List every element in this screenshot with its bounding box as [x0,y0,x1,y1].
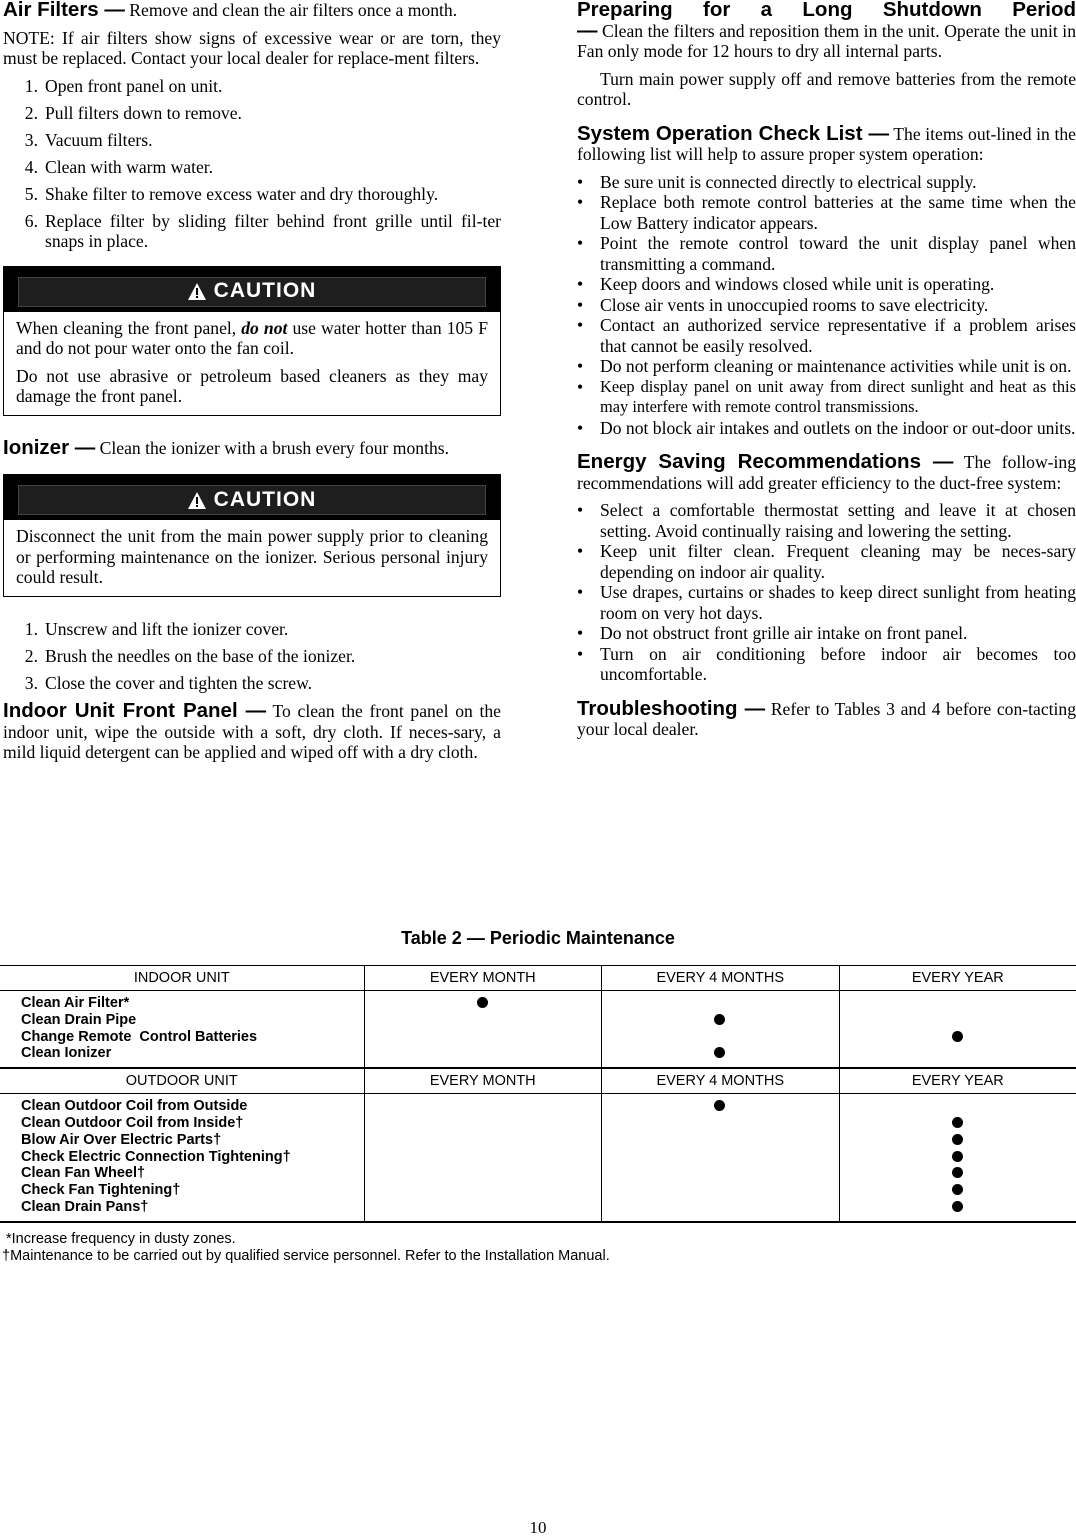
table-row [0,1094,1076,1222]
list-item: 3. Close the cover and tighten the screw. [24,672,313,693]
outdoor-col-month [364,1094,601,1222]
task-label: Clean Outdoor Coil from Outside [21,1098,248,1115]
checklist-paragraph [577,121,1076,165]
caution-label: CAUTION [18,277,486,307]
list-item: 3. Vacuum filters. [24,129,153,150]
task-label: Change Remote Control Batteries [21,1028,258,1045]
task-label: Blow Air Over Electric Parts† [21,1131,222,1148]
caution-label: CAUTION [18,485,486,515]
table-row [0,991,1076,1069]
schedule-dot [952,1184,963,1195]
right-column [577,0,1076,747]
air-filters-note: NOTE: If air filters show signs of excessive wear or are torn, they must be replaced. Contact your local dealer for replace-ment filters. [3,27,501,68]
list-item: • Do not perform cleaning or maintenance activities while unit is on. [577,356,1072,376]
shutdown-paragraph [577,0,1076,62]
schedule-dot [714,1014,725,1025]
indoor-items [1,992,363,1066]
left-column [3,0,501,770]
front-panel-paragraph [3,701,501,763]
schedule-dot [952,1134,963,1145]
ionizer-intro: Clean the ionizer with a brush every four months. [99,437,450,458]
front-panel-heading: Indoor Unit Front Panel — [3,699,267,722]
column-header: EVERY 4 MONTHS [601,1068,839,1094]
list-item: • Keep unit filter clean. Frequent cleaning may be neces-sary depending on indoor air quality. [577,541,1076,582]
column-header: EVERY MONTH [364,1068,601,1094]
checklist-heading: System Operation Check List — [577,121,889,145]
task-label: Clean Fan Wheel† [21,1165,146,1182]
caution-box-ionizer [3,474,501,597]
ionizer-steps [3,619,501,694]
column-header: EVERY MONTH [364,966,601,991]
energy-paragraph [577,452,1076,493]
task-label: Clean Air Filter* [21,995,130,1011]
list-item: • Contact an authorized service representative if a problem arises that cannot be easily resolved. [577,315,1076,356]
air-filters-paragraph [3,0,501,21]
energy-heading: Energy Saving Recommendations — [577,450,954,473]
warning-triangle-icon [188,492,206,509]
front-panel-text: To clean the front panel on the indoor unit, wipe the outside with a soft, dry cloth. If neces-sary, a mild liquid detergent can be applied and wiped off with a dry cloth. [3,701,501,762]
list-item: • Turn on air conditioning before indoor air becomes too uncomfortable. [577,643,1076,684]
table-header-row [0,966,1076,991]
indoor-col-month [364,991,601,1069]
list-item: • Point the remote control toward the unit display panel when transmitting a command. [577,233,1076,274]
caution-box-front-panel [3,266,501,416]
outdoor-items [1,1095,363,1220]
indoor-col-4months [601,991,839,1069]
footnote-dusty: *Increase frequency in dusty zones. [6,1230,236,1247]
schedule-dot [952,1201,963,1212]
caution-text: Do not use abrasive or petroleum based cleaners as they may damage the front panel. [16,365,488,406]
page-number: 10 [529,1518,547,1537]
outdoor-col-year [839,1094,1076,1222]
list-item: • Replace both remote control batteries at the same time when the Low Battery indicator appears. [577,192,1076,233]
list-item: • Do not block air intakes and outlets on the indoor or out-door units. [577,417,1076,438]
column-header: EVERY YEAR [839,966,1076,991]
indoor-col-year [839,991,1076,1069]
schedule-dot [952,1031,963,1042]
troubleshooting-heading: Troubleshooting — [577,696,766,720]
list-item: 2. Brush the needles on the base of the ionizer. [24,645,356,666]
list-item: • Do not obstruct front grille air intake on front panel. [577,623,968,643]
schedule-dot [952,1117,963,1128]
table-title: Table 2 — Periodic Maintenance [401,928,675,948]
task-label: Check Electric Connection Tightening† [21,1148,291,1165]
energy-list [577,500,1076,685]
list-item: • Keep display panel on unit away from direct sunlight and heat as this may interfere with remote control transmissions. [577,376,1076,416]
caution-text: When cleaning the front panel, do not use water hotter than 105 F and do not pour water onto the fan coil. [16,317,488,358]
list-item: 2. Pull filters down to remove. [24,102,242,123]
periodic-maintenance-table [0,965,1076,1223]
column-header: EVERY YEAR [839,1068,1076,1094]
column-header: OUTDOOR UNIT [0,1068,364,1094]
air-filters-heading: Air Filters — [3,0,125,21]
troubleshooting-paragraph [577,696,1076,740]
schedule-dot [952,1167,963,1178]
task-label: Clean Outdoor Coil from Inside† [21,1114,244,1131]
air-filters-steps [3,76,501,252]
list-item: • Be sure unit is connected directly to electrical supply. [577,171,977,192]
task-label: Clean Drain Pipe [21,1011,137,1028]
column-header: EVERY 4 MONTHS [601,966,839,991]
list-item: • Use drapes, curtains or shades to keep direct sunlight from heating room on very hot days. [577,582,1076,623]
column-header: INDOOR UNIT [0,966,364,991]
task-label: Clean Drain Pans† [21,1198,149,1215]
air-filters-intro: Remove and clean the air filters once a month. [129,0,458,20]
caution-text: Disconnect the unit from the main power supply prior to cleaning or performing maintenance on the ionizer. Serious personal injury could result. [16,526,488,587]
shutdown-text: Clean the filters and reposition them in the unit. Operate the unit in Fan only mode for 12 hours to dry all internal parts. [577,20,1076,61]
table-header-row [0,1068,1076,1094]
schedule-dot [477,997,488,1008]
list-item: 1. Open front panel on unit. [24,75,223,96]
energy-intro: The follow-ing recommendations will add greater efficiency to the duct-free system: [577,452,1076,493]
list-item: 5. Shake filter to remove excess water and dry thoroughly. [24,183,439,204]
footnotes [0,1231,1076,1265]
ionizer-heading: Ionizer — [3,435,96,459]
periodic-maintenance-table-section [0,928,1076,1265]
checklist-intro: The items out-lined in the following list will help to assure proper system operation: [577,123,1076,164]
list-item: 4. Clean with warm water. [24,156,214,177]
list-item: • Select a comfortable thermostat setting and leave it at chosen setting. Avoid continually raising and lowering the setting. [577,500,1076,541]
ionizer-paragraph [3,435,501,459]
checklist-list [577,172,1076,439]
schedule-dot [714,1047,725,1058]
schedule-dot [952,1151,963,1162]
task-label: Check Fan Tightening† [21,1182,181,1199]
shutdown-text-2: Turn main power supply off and remove batteries from the remote control. [577,68,1076,109]
schedule-dot [714,1100,725,1111]
list-item: • Close air vents in unoccupied rooms to save electricity. [577,294,989,315]
warning-triangle-icon [188,283,206,300]
footnote-qualified: †Maintenance to be carried out by qualified service personnel. Refer to the Installation Manual. [2,1247,610,1264]
list-item: 6. Replace filter by sliding filter behind front grille until fil-ter snaps in place. [24,210,501,251]
outdoor-col-4months [601,1094,839,1222]
troubleshooting-text: Refer to Tables 3 and 4 before con-tacting your local dealer. [577,698,1076,739]
task-label: Clean Ionizer [21,1045,112,1062]
list-item: • Keep doors and windows closed while unit is operating. [577,274,995,294]
shutdown-heading: Preparing for a Long Shutdown Period — [577,0,1076,42]
list-item: 1. Unscrew and lift the ionizer cover. [24,618,289,639]
